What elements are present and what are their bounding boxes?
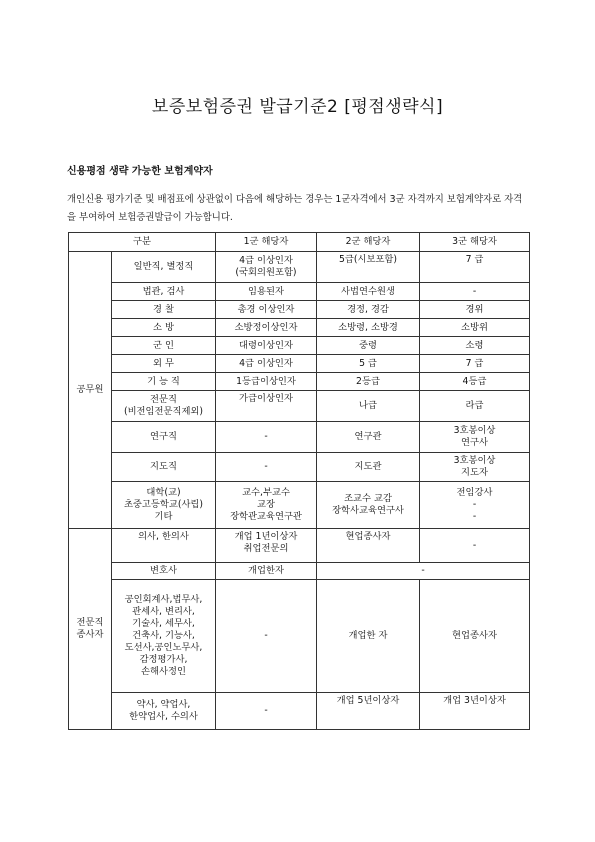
- group3-value: 라급: [420, 391, 530, 422]
- group1-value: -: [216, 580, 317, 693]
- group2-value: 나급: [317, 391, 420, 422]
- table-row: [69, 563, 530, 580]
- table-row: [69, 482, 530, 529]
- table-row: [69, 355, 530, 373]
- group1-value: 가급이상인자: [216, 391, 317, 422]
- table-row: [69, 252, 530, 283]
- row-category: 소 방: [112, 319, 216, 337]
- group2-value: 5급(시보포함): [317, 252, 420, 283]
- group2-value: 지도관: [317, 453, 420, 482]
- group3-value: 7 급: [420, 252, 530, 283]
- row-category: 대학(교) 초중고등학교(사립) 기타: [112, 482, 216, 529]
- group3-value: 전임강사 - -: [420, 482, 530, 529]
- row-category: 일반직, 별정직: [112, 252, 216, 283]
- group2-value: 조교수 교감 장학사교육연구사: [317, 482, 420, 529]
- table-row: [69, 283, 530, 301]
- group2-value: 현업종사자: [317, 529, 420, 563]
- group1-value: 개업한자: [216, 563, 317, 580]
- group1-value: 소방정이상인자: [216, 319, 317, 337]
- header-category: 구분: [69, 233, 216, 252]
- group3-value: 4등급: [420, 373, 530, 391]
- group1-value: 교수,부교수 교장 장학관교육연구관: [216, 482, 317, 529]
- group2-value: 경정, 경감: [317, 301, 420, 319]
- group1-value: -: [216, 693, 317, 730]
- table-row: [69, 693, 530, 730]
- table-row: [69, 391, 530, 422]
- group23-value: -: [317, 563, 530, 580]
- group3-value: 3호봉이상 연구사: [420, 422, 530, 453]
- row-category: 경 찰: [112, 301, 216, 319]
- group2-value: 중령: [317, 337, 420, 355]
- table-row: [69, 301, 530, 319]
- row-category: 변호사: [112, 563, 216, 580]
- group2-value: 개업한 자: [317, 580, 420, 693]
- group3-value: 개업 3년이상자: [420, 693, 530, 730]
- group2-value: 연구관: [317, 422, 420, 453]
- row-category: 외 무: [112, 355, 216, 373]
- header-group3: 3군 해당자: [420, 233, 530, 252]
- intro-paragraph: 개인신용 평가기준 및 배점표에 상관없이 다음에 해당하는 경우는 1군자격에서 3군 자격까지 보험계약자로 자격을 부여하여 보험증권발급이 가능합니다.: [67, 194, 523, 223]
- issuance-criteria-table: [68, 232, 530, 730]
- group3-value: 소방위: [420, 319, 530, 337]
- group1-value: -: [216, 453, 317, 482]
- table-row: [69, 580, 530, 693]
- group3-value: 7 급: [420, 355, 530, 373]
- group2-value: 개업 5년이상자: [317, 693, 420, 730]
- row-category: 기 능 직: [112, 373, 216, 391]
- table-row: [69, 453, 530, 482]
- header-group2: 2군 해당자: [317, 233, 420, 252]
- table-row: [69, 529, 530, 563]
- group1-value: 4급 이상인자 (국회의원포함): [216, 252, 317, 283]
- group3-value: 경위: [420, 301, 530, 319]
- table-row: [69, 337, 530, 355]
- group1-value: 임용된자: [216, 283, 317, 301]
- row-category: 전문직 (비전임전문직제외): [112, 391, 216, 422]
- group3-value: 3호봉이상 지도자: [420, 453, 530, 482]
- group3-value: 현업종사자: [420, 580, 530, 693]
- group3-value: 소령: [420, 337, 530, 355]
- group-label-professional: 전문직 종사자: [69, 529, 112, 730]
- row-category: 약사, 약업사, 한약업사, 수의사: [112, 693, 216, 730]
- group2-value: 2등급: [317, 373, 420, 391]
- group1-value: 4급 이상인자: [216, 355, 317, 373]
- group1-value: 1등급이상인자: [216, 373, 317, 391]
- row-category: 공인회계사,법무사, 관세사, 변리사, 기술사, 세무사, 건축사, 기능사, 도선사,공인노무사, 감정평가사, 손해사정인: [112, 580, 216, 693]
- group2-value: 소방령, 소방경: [317, 319, 420, 337]
- group3-value: -: [420, 529, 530, 563]
- table-header-row: [69, 233, 530, 252]
- row-category: 군 인: [112, 337, 216, 355]
- group3-value: -: [420, 283, 530, 301]
- section-subtitle: 신용평점 생략 가능한 보험계약자: [67, 166, 213, 177]
- group1-value: -: [216, 422, 317, 453]
- table-row: [69, 422, 530, 453]
- table-row: [69, 319, 530, 337]
- header-group1: 1군 해당자: [216, 233, 317, 252]
- group2-value: 5 급: [317, 355, 420, 373]
- row-category: 의사, 한의사: [112, 529, 216, 563]
- table-row: [69, 373, 530, 391]
- group1-value: 총경 이상인자: [216, 301, 317, 319]
- group1-value: 대령이상인자: [216, 337, 317, 355]
- group-label-public: 공무원: [69, 252, 112, 529]
- row-category: 지도직: [112, 453, 216, 482]
- group2-value: 사법연수원생: [317, 283, 420, 301]
- row-category: 법관, 검사: [112, 283, 216, 301]
- row-category: 연구직: [112, 422, 216, 453]
- document-title: 보증보험증권 발급기준2 [평점생략식]: [151, 97, 444, 117]
- group1-value: 개업 1년이상자 취업전문의: [216, 529, 317, 563]
